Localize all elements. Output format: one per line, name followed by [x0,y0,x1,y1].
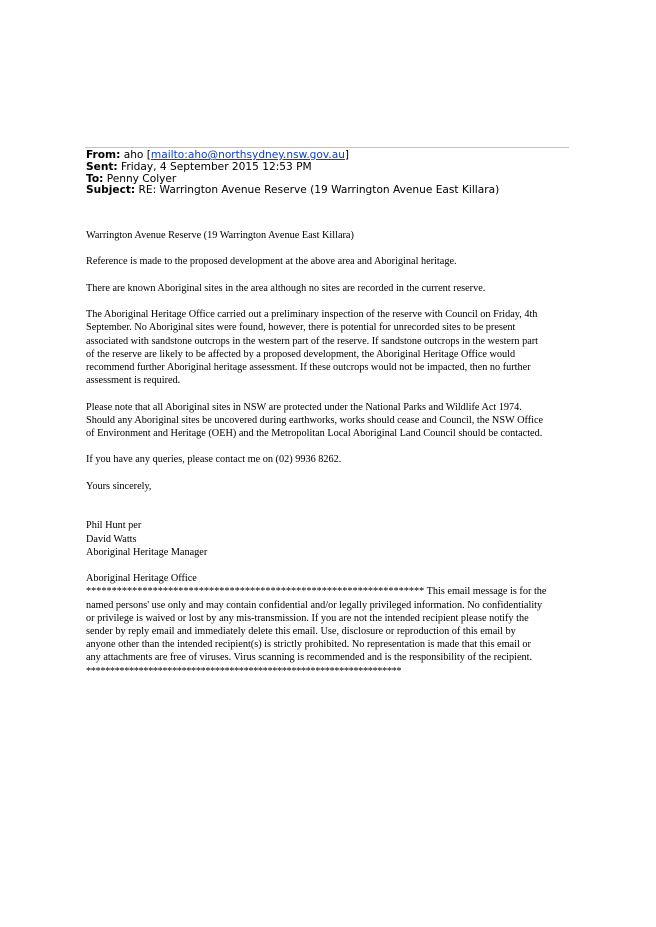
disclaimer-line: sender by reply email and immediately delete this email. Use, disclosure or reproduction of this email by [86,625,516,637]
inspection-line: associated with sandstone outcrops in the western part of the reserve. If sandstone outcrops in the western part [86,335,539,347]
known-sites-paragraph: There are known Aboriginal sites in the area although no sites are recorded in the current reserve. [86,282,486,294]
inspection-line: The Aboriginal Heritage Office carried out a preliminary inspection of the reserve with Council on Friday, 4th [86,309,538,321]
disclaimer-block [86,572,572,678]
signature-line: Phil Hunt per [86,520,142,532]
contact-paragraph: If you have any queries, please contact me on (02) 9936 8262. [86,454,342,466]
inspection-paragraph [86,308,572,387]
blank-line [86,506,572,519]
inspection-line: of the reserve are likely to be affected by a proposed development, the Aboriginal Heritage Office would [86,348,516,360]
signature-line: Aboriginal Heritage Manager [86,546,208,558]
to-label: To: [86,172,104,185]
office-name: Aboriginal Heritage Office [86,573,197,585]
protected-line: Should any Aboriginal sites be uncovered during earthworks, works should cease and Council, the NSW Office [86,414,544,426]
email-body [86,229,572,678]
to-value: Penny Colyer [106,172,177,185]
reference-paragraph: Reference is made to the proposed development at the above area and Aboriginal heritage. [86,256,457,268]
inspection-line: September. No Aboriginal sites were found, however, there is potential for unrecorded sites to be present [86,322,516,334]
sent-label: Sent: [86,160,118,173]
subject-value: RE: Warrington Avenue Reserve (19 Warrington Avenue East Killara) [138,184,500,197]
body-title-line: Warrington Avenue Reserve (19 Warrington Avenue East Killara) [86,230,354,241]
from-label: From: [86,149,121,161]
subject-label: Subject: [86,184,136,197]
disclaimer-line: or privilege is waived or lost by any mis-transmission. If you are not the intended recipient please notify the [86,612,529,624]
signature-line: David Watts [86,533,137,545]
from-mailto-link[interactable]: mailto:aho@northsydney.nsw.gov.au [150,149,345,161]
disclaimer-end-stars: ****************************************************************** [86,665,402,677]
from-row: From: aho [mailto:aho@northsydney.nsw.gov.au] [86,149,350,161]
sent-value: Friday, 4 September 2015 12:53 PM [121,160,312,173]
disclaimer-line: named persons' use only and may contain confidential and/or legally privileged information. No confidentiality [86,599,543,611]
email-header [86,150,570,197]
inspection-line: recommend further Aboriginal heritage assessment. If these outcrops would not be impacted, then no further [86,361,531,373]
closing-line: Yours sincerely, [86,480,152,492]
disclaimer-line: anyone other than the intended recipient(s) is strictly prohibited. No representation is made that this email or [86,639,531,651]
disclaimer-line: ****************************************************************** This email message is for the [86,586,547,598]
subject-row [86,185,570,197]
protected-sites-paragraph [86,401,572,441]
protected-line: Please note that all Aboriginal sites in NSW are protected under the National Parks and Wildlife Act 1974. [86,401,522,413]
from-name: aho [123,149,144,161]
disclaimer-line: any attachments are free of viruses. Virus scanning is recommended and is the responsibility of the recipient. [86,652,533,664]
protected-line: of Environment and Heritage (OEH) and the Metropolitan Local Aboriginal Land Council should be contacted. [86,427,543,439]
header-divider [85,147,569,148]
signature-block [86,519,572,559]
inspection-line: assessment is required. [86,375,181,387]
